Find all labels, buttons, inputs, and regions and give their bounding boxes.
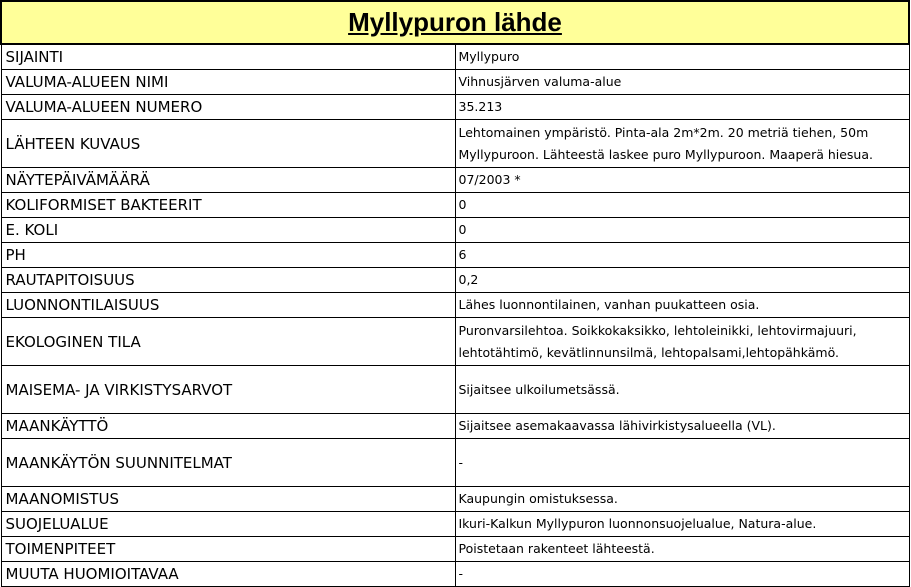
row-value: Poistetaan rakenteet lähteestä. <box>455 537 909 562</box>
row-value: Vihnusjärven valuma-alue <box>455 70 909 95</box>
row-label: NÄYTEPÄIVÄMÄÄRÄ <box>1 168 455 193</box>
row-label: SUOJELUALUE <box>1 512 455 537</box>
table-row <box>1 293 909 318</box>
row-label: MAISEMA- JA VIRKISTYSARVOT <box>1 366 455 414</box>
row-value: 07/2003 * <box>455 168 909 193</box>
row-label: LUONNONTILAISUUS <box>1 293 455 318</box>
table-row <box>1 218 909 243</box>
row-label: MAANKÄYTÖN SUUNNITELMAT <box>1 439 455 487</box>
sheet-title: Myllypuron lähde <box>1 1 909 44</box>
row-value: - <box>455 562 909 587</box>
table-row <box>1 414 909 439</box>
table-row <box>1 193 909 218</box>
row-value: Lähes luonnontilainen, vanhan puukatteen osia. <box>455 293 909 318</box>
row-label: TOIMENPITEET <box>1 537 455 562</box>
row-value: 35.213 <box>455 95 909 120</box>
row-value: 0 <box>455 193 909 218</box>
row-value: 0,2 <box>455 268 909 293</box>
row-label: PH <box>1 243 455 268</box>
row-value: - <box>455 439 909 487</box>
table-row <box>1 366 909 414</box>
row-value: 0 <box>455 218 909 243</box>
row-label: MUUTA HUOMIOITAVAA <box>1 562 455 587</box>
row-label: EKOLOGINEN TILA <box>1 318 455 366</box>
row-value: Kaupungin omistuksessa. <box>455 487 909 512</box>
table-row <box>1 537 909 562</box>
table-row <box>1 168 909 193</box>
row-value: Ikuri-Kalkun Myllypuron luonnonsuojelualue, Natura-alue. <box>455 512 909 537</box>
table-row <box>1 512 909 537</box>
table-row <box>1 95 909 120</box>
title-row <box>1 1 909 44</box>
row-label: E. KOLI <box>1 218 455 243</box>
table-row <box>1 70 909 95</box>
table-row <box>1 439 909 487</box>
row-label: RAUTAPITOISUUS <box>1 268 455 293</box>
row-value: Lehtomainen ympäristö. Pinta-ala 2m*2m. 20 metriä tiehen, 50m Myllypuroon. Lähteestä laskee puro Myllypuroon. Maaperä hiesua. <box>455 120 909 168</box>
table-row <box>1 44 909 70</box>
row-label: MAANKÄYTTÖ <box>1 414 455 439</box>
table-row <box>1 268 909 293</box>
row-value: 6 <box>455 243 909 268</box>
table-row <box>1 487 909 512</box>
table-row <box>1 562 909 587</box>
row-label: LÄHTEEN KUVAUS <box>1 120 455 168</box>
row-label: MAANOMISTUS <box>1 487 455 512</box>
row-label: VALUMA-ALUEEN NIMI <box>1 70 455 95</box>
row-value: Puronvarsilehtoa. Soikkokaksikko, lehtoleinikki, lehtovirmajuuri, lehtotähtimö, kevätlinnunsilmä, lehtopalsami,lehtopähkämö. <box>455 318 909 366</box>
row-value: Sijaitsee asemakaavassa lähivirkistysalueella (VL). <box>455 414 909 439</box>
table-row <box>1 243 909 268</box>
row-label: SIJAINTI <box>1 44 455 70</box>
row-label: VALUMA-ALUEEN NUMERO <box>1 95 455 120</box>
row-label: KOLIFORMISET BAKTEERIT <box>1 193 455 218</box>
table-row <box>1 318 909 366</box>
row-value: Sijaitsee ulkoilumetsässä. <box>455 366 909 414</box>
table-row <box>1 120 909 168</box>
row-value: Myllypuro <box>455 44 909 70</box>
